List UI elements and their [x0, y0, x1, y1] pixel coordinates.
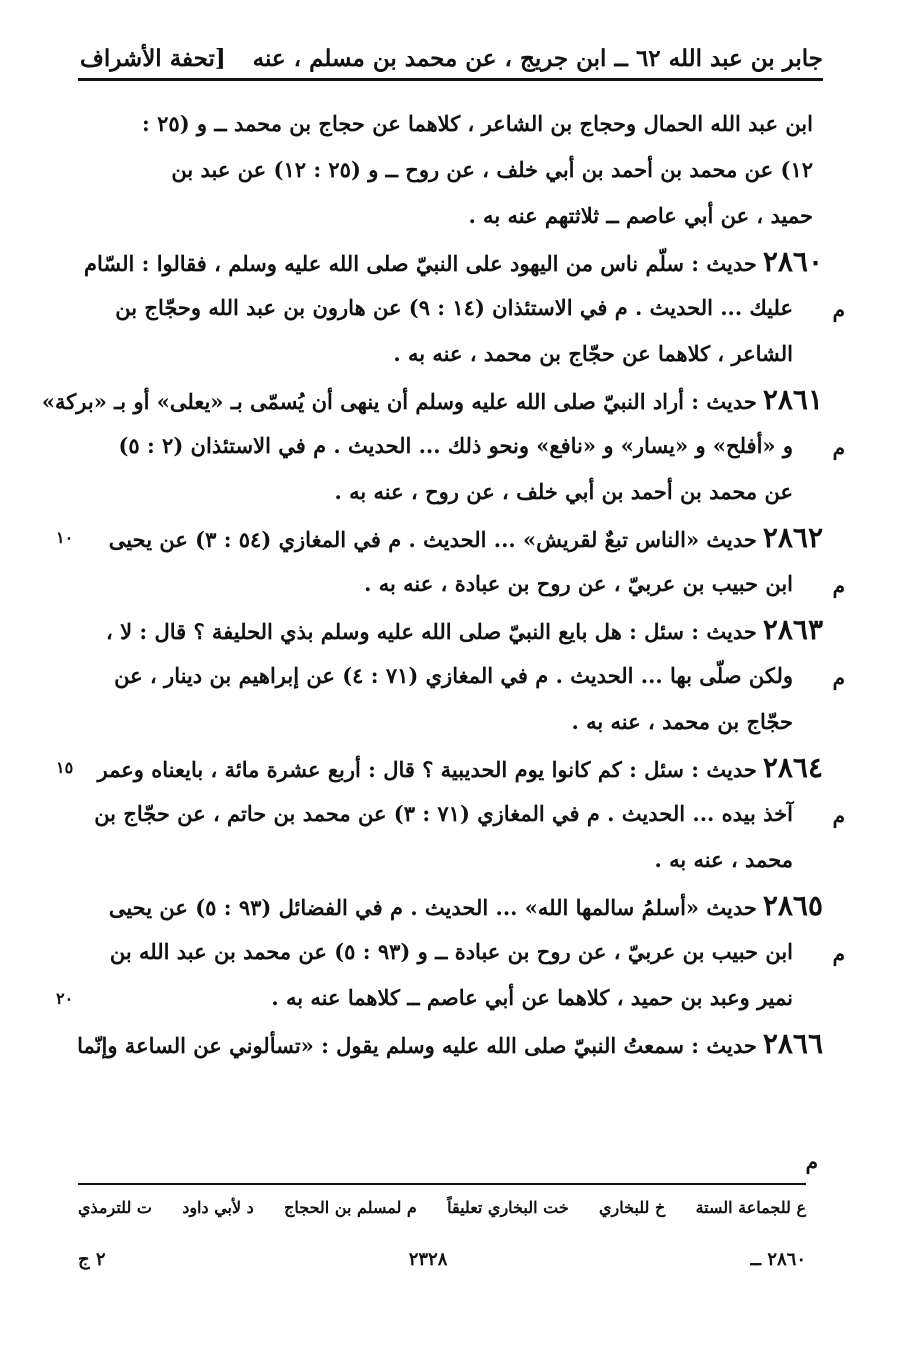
text-line: حديث «أسلمُ سالمها الله» ... الحديث . م في الفضائل (٩٣ : ٥) عن يحيى [108, 895, 757, 920]
text-line: حديث «الناس تبعٌ لقريش» ... الحديث . م في المغازي (٥٤ : ٣) عن يحيى [108, 527, 757, 552]
entry-number: ٢٨٦٦ [762, 1027, 823, 1060]
entry-number: ٢٨٦٤ [762, 751, 823, 784]
abbreviation: د لأبي داود [182, 1198, 254, 1217]
abbreviation: خ للبخاري [598, 1198, 666, 1217]
abbreviation: ع للجماعة الستة [695, 1198, 806, 1217]
text-line: ١٢) عن محمد بن أحمد بن أبي خلف ، عن روح ــ و (٢٥ : ١٢) عن عبد بن [171, 157, 813, 182]
text-line: و «أفلح» و «يسار» و «نافع» ونحو ذلك ... الحديث . م في الاستئذان (٢ : ٥) [118, 433, 793, 458]
abbreviation: ت للترمذي [78, 1198, 152, 1217]
source-mark: م [832, 436, 845, 460]
text-line: آخذ بيده ... الحديث . م في المغازي (٧١ : ٣) عن محمد بن حاتم ، عن حجّاج بن [94, 801, 793, 826]
hadith-entry [77, 1027, 823, 1060]
source-mark: م [832, 298, 845, 322]
entry-first-line [78, 521, 823, 554]
entry-range: ٢٨٦٠ ــ [750, 1248, 806, 1270]
abbreviation: خت البخاري تعليقاً [447, 1198, 569, 1217]
hadith-entry [78, 613, 845, 734]
source-mark: م [805, 1150, 818, 1174]
intro-paragraph [78, 112, 823, 228]
text-line: حديث : سلّم ناس من اليهود على النبيّ صلى الله عليه وسلم ، فقالوا : السّام [83, 251, 757, 276]
hadith-entry [41, 383, 845, 504]
header-book-name: [تحفة الأشراف [80, 44, 226, 72]
line-number: ١٥ [56, 758, 74, 777]
source-mark: م [832, 942, 845, 966]
header-title: جابر بن عبد الله ٦٢ ــ ابن جريج ، عن محمد بن مسلم ، عنه [252, 44, 823, 72]
abbreviations-key [78, 1198, 806, 1222]
line-number: ١٠ [56, 528, 74, 547]
text-line: ابن عبد الله الحمال وحجاج بن الشاعر ، كلاهما عن حجاج بن محمد ــ و (٢٥ : [142, 111, 813, 136]
source-mark: م [832, 574, 845, 598]
hadith-entry [56, 751, 845, 872]
page-number: ٢٣٢٨ [408, 1248, 448, 1270]
entry-first-line [78, 245, 823, 278]
text-line: حجّاج بن محمد ، عنه به . [571, 709, 793, 734]
text-line: نمير وعبد بن حميد ، كلاهما عن أبي عاصم ــ كلاهما عنه به . [271, 985, 793, 1010]
footer-rule [78, 1183, 806, 1185]
volume-number: ٢ ج [78, 1248, 106, 1270]
page-body [41, 111, 845, 1078]
entry-first-line [78, 889, 823, 922]
header-rule [78, 78, 823, 81]
entry-number: ٢٨٦٥ [762, 889, 823, 922]
abbreviation: م لمسلم بن الحجاج [284, 1198, 417, 1217]
entry-first-line [77, 1027, 823, 1060]
text-line: محمد ، عنه به . [654, 847, 793, 872]
text-line: حديث : سئل : هل بايع النبيّ صلى الله عليه وسلم بذي الحليفة ؟ قال : لا ، [106, 619, 757, 644]
source-mark: م [832, 804, 845, 828]
hadith-entry [56, 889, 845, 1010]
entry-first-line [78, 751, 823, 784]
entry-number: ٢٨٦٣ [762, 613, 823, 646]
hadith-entry [56, 521, 845, 598]
hadith-entry [78, 245, 845, 366]
text-line: حديث : سمعتُ النبيّ صلى الله عليه وسلم يقول : «تسألوني عن الساعة وإنّما [77, 1033, 757, 1058]
text-line: ابن حبيب بن عربيّ ، عن روح بن عبادة ــ و (٩٣ : ٥) عن محمد بن عبد الله بن [109, 939, 793, 964]
entry-number: ٢٨٦٠ [762, 245, 823, 278]
text-line: ابن حبيب بن عربيّ ، عن روح بن عبادة ، عنه به . [364, 571, 793, 596]
entry-first-line [78, 613, 823, 646]
page-footer [78, 1245, 806, 1273]
running-header [80, 38, 823, 78]
text-line: عليك ... الحديث . م في الاستئذان (١٤ : ٩) عن هارون بن عبد الله وحجّاج بن [115, 295, 793, 320]
text-line: حميد ، عن أبي عاصم ــ ثلاثتهم عنه به . [468, 203, 813, 228]
line-number: ٢٠ [56, 989, 74, 1008]
entry-first-line [41, 383, 823, 416]
entry-number: ٢٨٦١ [762, 383, 823, 416]
text-line: عن محمد بن أحمد بن أبي خلف ، عن روح ، عنه به . [334, 479, 793, 504]
text-line: حديث : سئل : كم كانوا يوم الحديبية ؟ قال : أربع عشرة مائة ، بايعناه وعمر [97, 757, 757, 782]
source-mark: م [832, 666, 845, 690]
text-line: ولكن صلّى بها ... الحديث . م في المغازي (٧١ : ٤) عن إبراهيم بن دينار ، عن [114, 663, 793, 688]
text-line: الشاعر ، كلاهما عن حجّاج بن محمد ، عنه به . [393, 341, 793, 366]
entry-number: ٢٨٦٢ [762, 521, 823, 554]
text-line: حديث : أراد النبيّ صلى الله عليه وسلم أن ينهى أن يُسمّى بـ «يعلى» أو بـ «بركة» [41, 389, 757, 414]
